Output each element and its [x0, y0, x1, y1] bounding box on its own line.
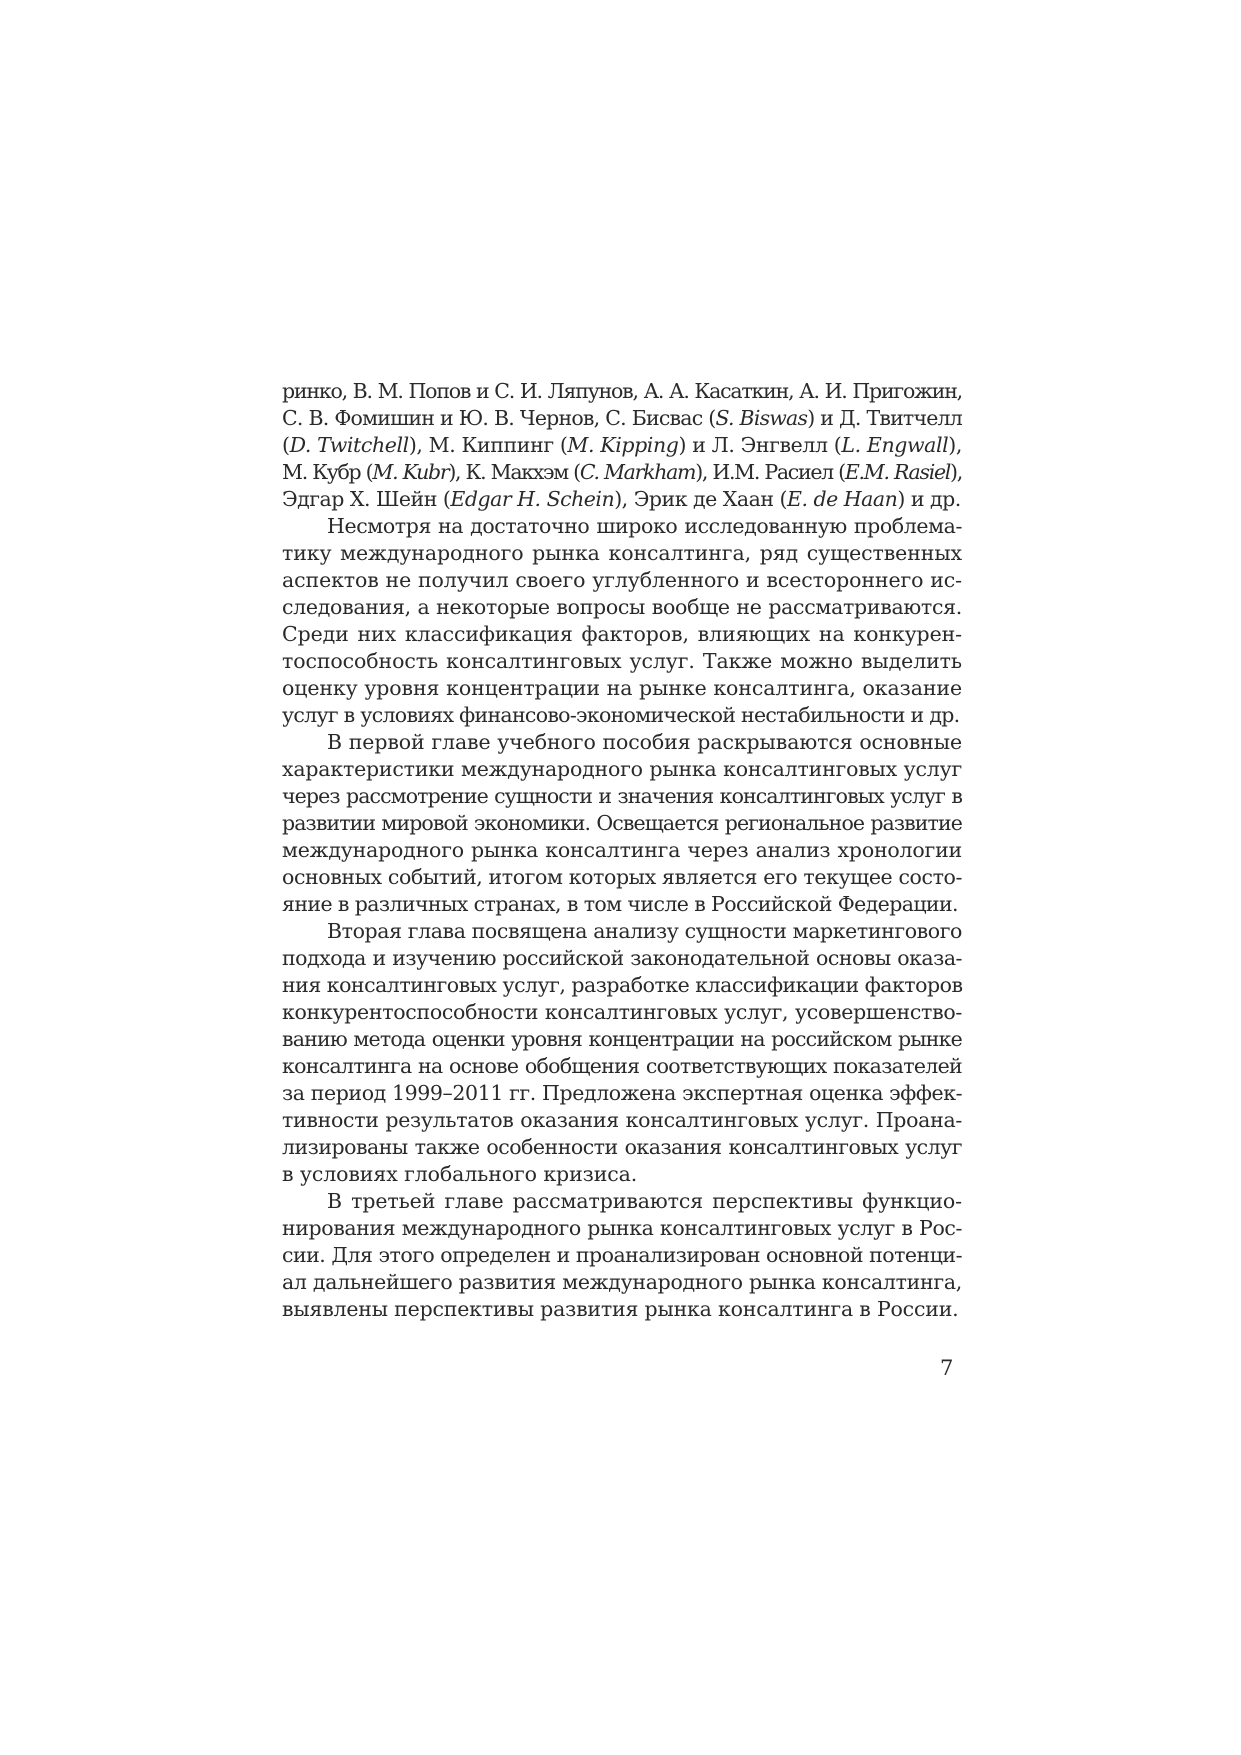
text-line: ринко, В. М. Попов и С. И. Ляпунов, А. А. Касаткин, А. И. Пригожин, — [282, 379, 962, 403]
text-line: сии. Для этого определен и проанализирован основной потенци- — [282, 1243, 962, 1267]
text-line: конкурентоспособности консалтинговых услуг, усовершенство- — [282, 1000, 962, 1024]
text-line: М. Кубр (M. Kubr), К. Макхэм (C. Markham), И.М. Расиел (E.M. Rasiel), — [282, 460, 962, 484]
text-line: Эдгар Х. Шейн (Edgar H. Schein), Эрик де Хаан (E. de Haan) и др. — [282, 487, 961, 511]
text-line: в условиях глобального кризиса. — [282, 1162, 638, 1186]
text-line: оценку уровня концентрации на рынке консалтинга, оказание — [282, 676, 962, 700]
text-line: тоспособность консалтинговых услуг. Также можно выделить — [282, 649, 962, 673]
text-line: выявлены перспективы развития рынка консалтинга в России. — [282, 1297, 959, 1321]
text-line: тивности результатов оказания консалтинговых услуг. Проана- — [282, 1108, 962, 1132]
text-line: яние в различных странах, в том числе в Российской Федерации. — [282, 892, 958, 916]
text-line: В первой главе учебного пособия раскрываются основные — [327, 730, 962, 754]
paragraph — [282, 378, 962, 513]
text-line: С. В. Фомишин и Ю. В. Чернов, С. Бисвас (S. Biswas) и Д. Твитчелл — [282, 406, 963, 430]
text-line: ванию метода оценки уровня концентрации на российском рынке — [282, 1027, 962, 1051]
text-line: Несмотря на достаточно широко исследованную проблема- — [327, 514, 962, 538]
paragraph — [282, 513, 962, 729]
text-line: консалтинга на основе обобщения соответствующих показателей — [282, 1054, 962, 1078]
paragraph — [282, 729, 962, 918]
text-line: лизированы также особенности оказания консалтинговых услуг — [282, 1135, 962, 1159]
text-line: характеристики международного рынка консалтинговых услуг — [282, 757, 962, 781]
text-line: ния консалтинговых услуг, разработке классификации факторов — [282, 973, 963, 997]
text-line: через рассмотрение сущности и значения консалтинговых услуг в — [282, 784, 962, 808]
text-line: международного рынка консалтинга через анализ хронологии — [282, 838, 962, 862]
text-line: нирования международного рынка консалтинговых услуг в Рос- — [282, 1216, 962, 1240]
text-line: (D. Twitchell), М. Киппинг (M. Kipping) и Л. Энгвелл (L. Engwall), — [282, 433, 962, 457]
text-line: Вторая глава посвящена анализу сущности маркетингового — [327, 919, 962, 943]
text-line: тику международного рынка консалтинга, ряд существенных — [282, 541, 962, 565]
paragraph — [282, 918, 962, 1188]
text-line: основных событий, итогом которых является его текущее состо- — [282, 865, 962, 889]
body-text — [282, 378, 962, 1323]
text-line: следования, а некоторые вопросы вообще не рассматриваются. — [282, 595, 962, 619]
text-line: Среди них классификация факторов, влияющих на конкурен- — [282, 622, 962, 646]
text-line: услуг в условиях финансово-экономической нестабильности и др. — [282, 703, 960, 727]
text-line: ал дальнейшего развития международного рынка консалтинга, — [282, 1270, 962, 1294]
text-line: аспектов не получил своего углубленного и всестороннего ис- — [282, 568, 962, 592]
page-number: 7 — [940, 1356, 954, 1380]
paragraph — [282, 1188, 962, 1323]
text-line: развитии мировой экономики. Освещается региональное развитие — [282, 811, 962, 835]
text-line: за период 1999–2011 гг. Предложена экспертная оценка эффек- — [282, 1081, 963, 1105]
text-line: В третьей главе рассматриваются перспективы функцио- — [327, 1189, 962, 1213]
text-line: подхода и изучению российской законодательной основы оказа- — [282, 946, 962, 970]
